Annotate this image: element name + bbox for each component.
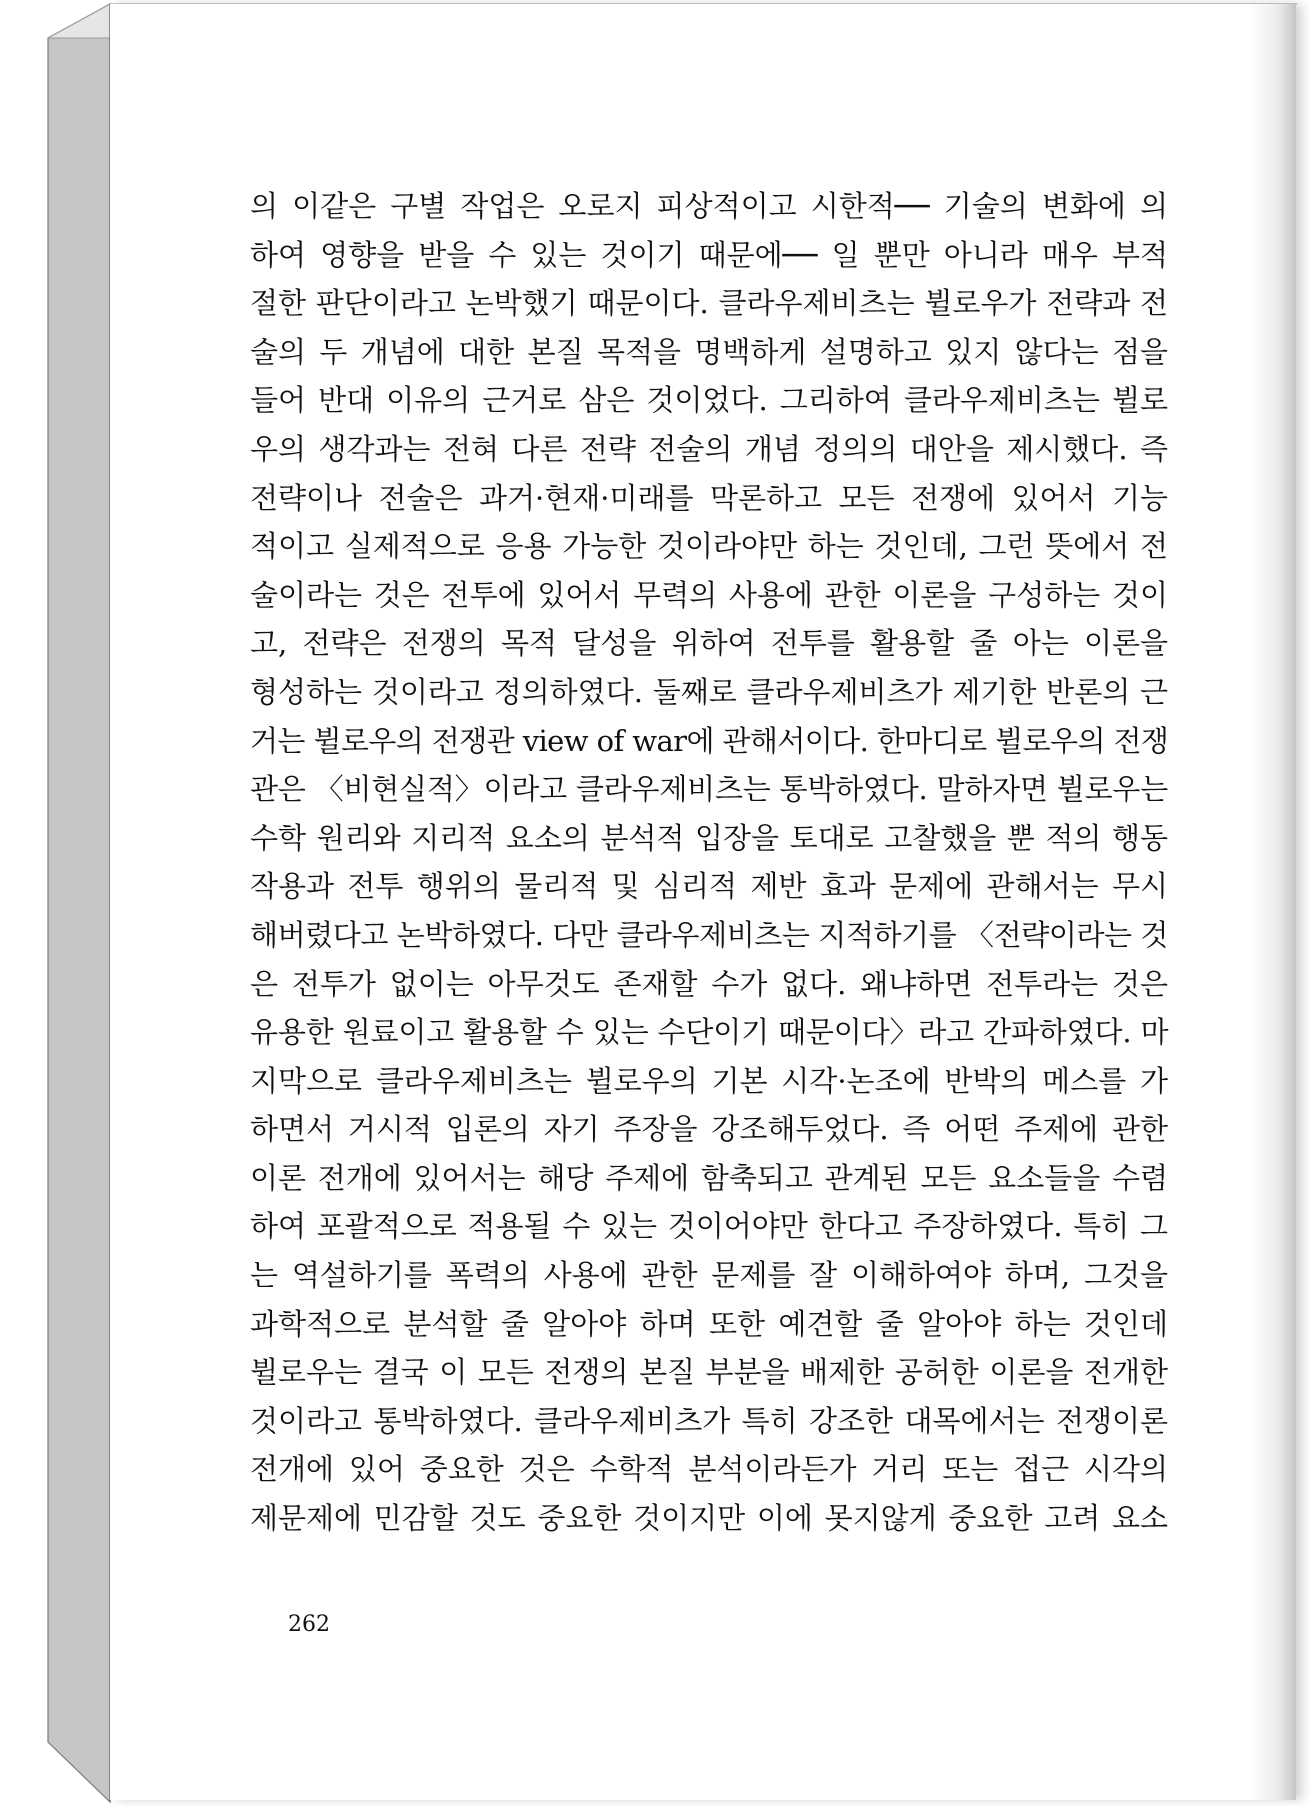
text-line: 유용한 원료이고 활용할 수 있는 수단이기 때문이다〉라고 간파하였다. 마 xyxy=(250,1015,1169,1050)
text-line: 은 전투가 없이는 아무것도 존재할 수가 없다. 왜냐하면 전투라는 것은 xyxy=(250,966,1168,1001)
text-line: 형성하는 것이라고 정의하였다. 둘째로 클라우제비츠가 제기한 반론의 근 xyxy=(250,674,1168,709)
text-line: 이론 전개에 있어서는 해당 주제에 함축되고 관계된 모든 요소들을 수렴 xyxy=(250,1160,1168,1195)
text-line: 해버렸다고 논박하였다. 다만 클라우제비츠는 지적하기를 〈전략이라는 것 xyxy=(250,917,1168,952)
text-line: 거는 뷜로우의 전쟁관 view of war에 관해서이다. 한마디로 뷜로우의 전쟁 xyxy=(250,723,1169,758)
text-line: 하면서 거시적 입론의 자기 주장을 강조해두었다. 즉 어떤 주제에 관한 xyxy=(250,1112,1168,1147)
text-line: 는 역설하기를 폭력의 사용에 관한 문제를 잘 이해하여야 하며, 그것을 xyxy=(250,1258,1168,1293)
text-line: 하여 포괄적으로 적용될 수 있는 것이어야만 한다고 주장하였다. 특히 그 xyxy=(250,1209,1168,1244)
text-line: 하여 영향을 받을 수 있는 것이기 때문에── 일 뿐만 아니라 매우 부적 xyxy=(250,237,1168,272)
text-line: 우의 생각과는 전혀 다른 전략 전술의 개념 정의의 대안을 제시했다. 즉 xyxy=(250,431,1168,466)
text-line: 고, 전략은 전쟁의 목적 달성을 위하여 전투를 활용할 줄 아는 이론을 xyxy=(250,626,1168,661)
text-line: 절한 판단이라고 논박했기 때문이다. 클라우제비츠는 뷜로우가 전략과 전 xyxy=(250,286,1168,321)
text-line: 의 이같은 구별 작업은 오로지 피상적이고 시한적── 기술의 변화에 의 xyxy=(250,189,1168,223)
text-line: 작용과 전투 행위의 물리적 및 심리적 제반 효과 문제에 관해서는 무시 xyxy=(250,869,1168,904)
text-line: 관은 〈비현실적〉이라고 클라우제비츠는 통박하였다. 말하자면 뷜로우는 xyxy=(250,772,1168,807)
page-number: 262 xyxy=(288,1612,330,1637)
text-line: 것이라고 통박하였다. 클라우제비츠가 특히 강조한 대목에서는 전쟁이론 xyxy=(250,1403,1168,1438)
text-line: 수학 원리와 지리적 요소의 분석적 입장을 토대로 고찰했을 뿐 적의 행동 xyxy=(250,820,1168,855)
text-line: 술의 두 개념에 대한 본질 목적을 명백하게 설명하고 있지 않다는 점을 xyxy=(250,334,1168,369)
page-shading xyxy=(1250,4,1296,1800)
text-line: 적이고 실제적으로 응용 가능한 것이라야만 하는 것인데, 그런 뜻에서 전 xyxy=(250,529,1168,564)
body-text xyxy=(250,182,1168,1543)
text-line: 들어 반대 이유의 근거로 삼은 것이었다. 그리하여 클라우제비츠는 뷜로 xyxy=(250,383,1168,418)
text-line: 뷜로우는 결국 이 모든 전쟁의 본질 부분을 배제한 공허한 이론을 전개한 xyxy=(250,1355,1168,1390)
text-line: 전략이나 전술은 과거·현재·미래를 막론하고 모든 전쟁에 있어서 기능 xyxy=(250,480,1168,515)
text-line: 술이라는 것은 전투에 있어서 무력의 사용에 관한 이론을 구성하는 것이 xyxy=(250,577,1168,612)
text-line: 전개에 있어 중요한 것은 수학적 분석이라든가 거리 또는 접근 시각의 xyxy=(250,1452,1168,1487)
spine-side-face xyxy=(48,4,110,1802)
text-line: 지막으로 클라우제비츠는 뷜로우의 기본 시각·논조에 반박의 메스를 가 xyxy=(250,1063,1168,1098)
text-line: 제문제에 민감할 것도 중요한 것이지만 이에 못지않게 중요한 고려 요소 xyxy=(250,1501,1168,1536)
text-line: 과학적으로 분석할 줄 알아야 하며 또한 예견할 줄 알아야 하는 것인데 xyxy=(250,1306,1168,1341)
